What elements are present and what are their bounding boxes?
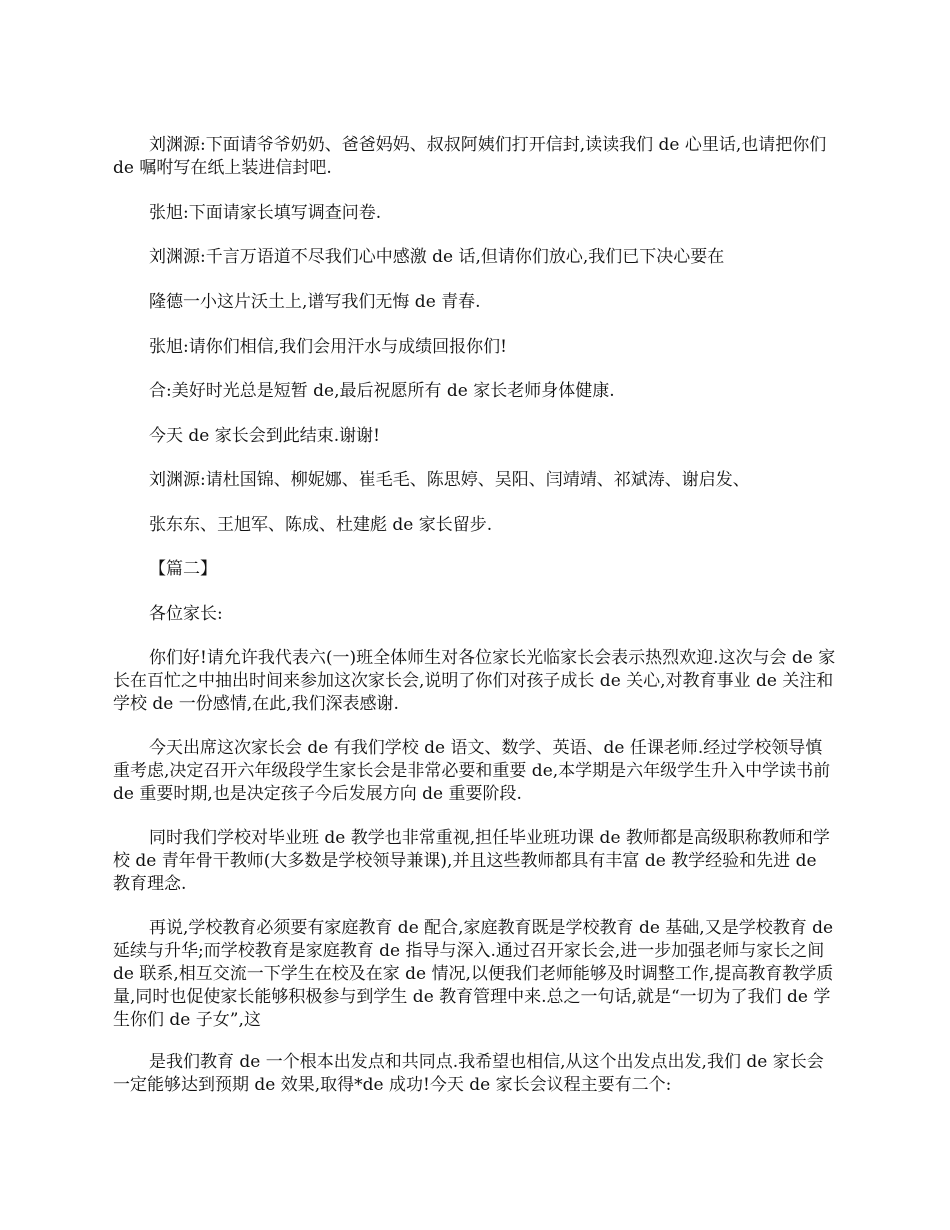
paragraph-graduating-class: 同时我们学校对毕业班 de 教学也非常重视,担任毕业班功课 de 教师都是高级职称教师和学校 de 青年骨干教师(大多数是学校领导兼课),并且这些教师都具有丰富 de 教学经验和先进 de 教育理念. <box>113 828 830 894</box>
section-heading: 【篇二】 <box>149 559 217 579</box>
paragraph-gratitude-end: 隆德一小这片沃土上,谱写我们无悔 de 青春. <box>149 292 481 312</box>
paragraph-parent-letter-instructions: 刘渊源:下面请爷爷奶奶、爸爸妈妈、叔叔阿姨们打开信封,读读我们 de 心里话,也请把你们 de 嘱咐写在纸上装进信封吧. <box>113 135 827 178</box>
paragraph-closing-wishes: 合:美好时光总是短暂 de,最后祝愿所有 de 家长老师身体健康. <box>149 381 615 401</box>
paragraph-meeting-end: 今天 de 家长会到此结束.谢谢! <box>149 426 380 446</box>
paragraph-promise: 张旭:请你们相信,我们会用汗水与成绩回报你们! <box>149 337 507 357</box>
paragraph-home-school-cooperation: 再说,学校教育必须要有家庭教育 de 配合,家庭教育既是学校教育 de 基础,又是学校教育 de 延续与升华;而学校教育是家庭教育 de 指导与深入.通过召开家长会,进一步加强老师与家长之间 de 联系,相互交流一下学生在校及在家 de 情况,以便我们老师能够及时调整工作,提高教育教学质量,同时也促使家长能够积极参与到学生 de 教育管理中来.总之一句话,就是“一切为了我们 de 学生你们 de 子女”,这 <box>113 918 834 1030</box>
salutation: 各位家长: <box>149 604 223 624</box>
paragraph-meeting-agenda: 是我们教育 de 一个根本出发点和共同点.我希望也相信,从这个出发点出发,我们 de 家长会一定能够达到预期 de 效果,取得*de 成功!今天 de 家长会议程主要有二个: <box>113 1052 824 1095</box>
paragraph-survey-instruction: 张旭:下面请家长填写调查问卷. <box>149 203 382 223</box>
paragraph-parents-stay-list-end: 张东东、王旭军、陈成、杜建彪 de 家长留步. <box>149 515 493 535</box>
paragraph-teachers-present: 今天出席这次家长会 de 有我们学校 de 语文、数学、英语、de 任课老师.经过学校领导慎重考虑,决定召开六年级段学生家长会是非常必要和重要 de,本学期是六年级学生升入中学读书前 de 重要时期,也是决定孩子今后发展方向 de 重要阶段. <box>113 738 831 804</box>
paragraph-gratitude-start: 刘渊源:千言万语道不尽我们心中感激 de 话,但请你们放心,我们已下决心要在 <box>149 247 725 267</box>
paragraph-parents-stay-list: 刘渊源:请杜国锦、柳妮娜、崔毛毛、陈思婷、吴阳、闫靖靖、祁斌涛、谢启发、 <box>149 470 750 490</box>
paragraph-welcome: 你们好!请允许我代表六(一)班全体师生对各位家长光临家长会表示热烈欢迎.这次与会 de 家长在百忙之中抽出时间来参加这次家长会,说明了你们对孩子成长 de 关心,对教育事业 de 关注和学校 de 一份感情,在此,我们深表感谢. <box>113 648 836 714</box>
